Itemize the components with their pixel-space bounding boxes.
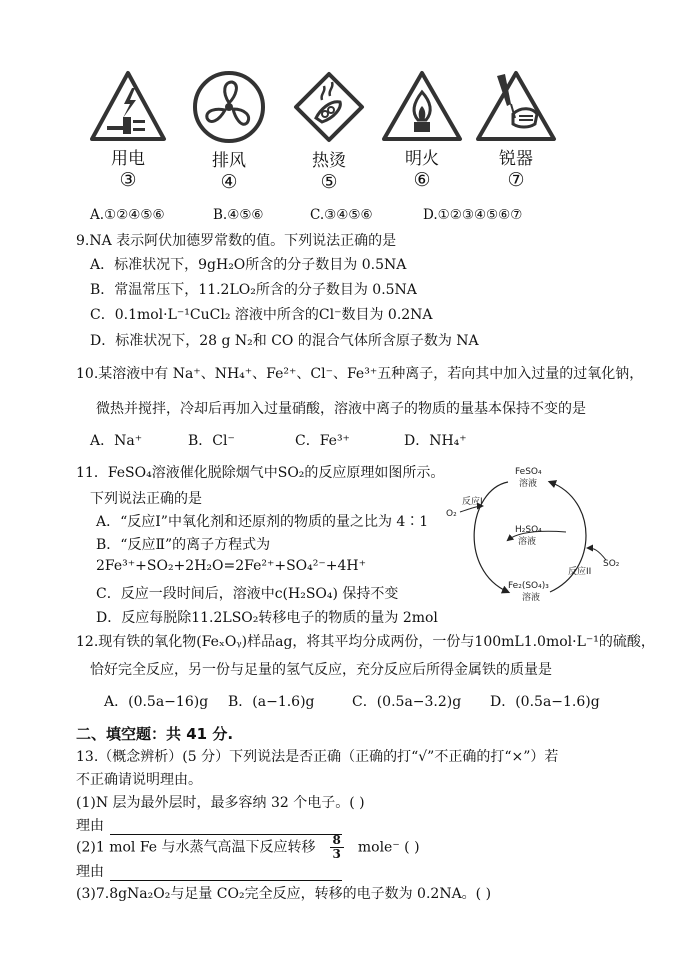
sign-number: ⑥ xyxy=(413,169,431,191)
sign-number: ③ xyxy=(119,169,137,191)
label-feso4-solution: 溶液 xyxy=(519,479,538,489)
label-h2so4-solution: 溶液 xyxy=(518,537,537,547)
q10-option-a: A．Na⁺ xyxy=(90,433,143,449)
q9-option-b: B．常温常压下，11.2LO₂所含的分子数目为 0.5NA xyxy=(90,282,417,298)
sign-label: 明火 xyxy=(405,149,439,169)
label-so2: SO₂ xyxy=(603,559,620,569)
sign-number: ⑤ xyxy=(320,171,338,193)
q12-stem-line1: 12.现有铁的氧化物(FeₓOᵧ)样品ag，将其平均分成两份，一份与100mL1.0mol·L⁻¹的硫酸， xyxy=(76,634,655,650)
sign-label: 锐器 xyxy=(499,149,533,169)
q13-stem-line1: 13.（概念辨析）(5 分）下列说法是否正确（正确的打“√”不正确的打“×”）若 xyxy=(76,749,559,765)
sign-label: 排风 xyxy=(212,151,246,171)
q8-option-b: B.④⑤⑥ xyxy=(213,207,264,223)
fraction-denominator: 3 xyxy=(332,847,341,861)
q9-option-d: D．标准状况下，28 g N₂和 CO 的混合气体所含原子数为 NA xyxy=(90,333,479,349)
q9-option-c: C．0.1mol·L⁻¹CuCl₂ 溶液中所含的Cl⁻数目为 0.2NA xyxy=(90,307,433,323)
q12-option-c: C．(0.5a−3.2)g xyxy=(352,694,462,710)
fraction-numerator: 8 xyxy=(330,834,344,848)
sign-electricity xyxy=(83,70,173,191)
hot-surface-icon xyxy=(292,70,366,144)
sharp-object-icon xyxy=(475,70,557,142)
q13-part1: (1)N 层为最外层时，最多容纳 32 个电子。( ) xyxy=(76,795,365,811)
q12-option-d: D．(0.5a−1.6)g xyxy=(490,694,600,710)
q13-part2-text: (2)1 mol Fe 与水蒸气高温下反应转移 xyxy=(76,839,316,856)
q11-stem-line2: 下列说法正确的是 xyxy=(90,491,202,507)
q10-option-c: C．Fe³⁺ xyxy=(295,433,350,449)
q11-option-c: C．反应一段时间后，溶液中c(H₂SO₄) 保持不变 xyxy=(96,586,399,602)
label-fe2so43-solution: 溶液 xyxy=(522,593,541,603)
q13-part3: (3)7.8gNa₂O₂与足量 CO₂完全反应，转移的电子数为 0.2NA。( ) xyxy=(76,886,492,902)
sign-number: ⑦ xyxy=(507,169,525,191)
q10-option-d: D．NH₄⁺ xyxy=(404,433,467,449)
q13-part2-unit: mole⁻ ( ) xyxy=(357,839,420,856)
q9-stem: 9.NA 表示阿伏加德罗常数的值。下列说法正确的是 xyxy=(76,233,397,249)
q12-stem-line2: 恰好完全反应，另一份与足量的氢气反应，充分反应后所得金属铁的质量是 xyxy=(90,662,552,678)
label-h2so4: H₂SO₄ xyxy=(515,525,542,535)
electric-plug-icon xyxy=(89,70,167,142)
sign-label: 用电 xyxy=(111,149,145,169)
q11-option-b-equation: 2Fe³⁺+SO₂+2H₂O=2Fe²⁺+SO₄²⁻+4H⁺ xyxy=(96,558,367,574)
section-heading: 二、填空题：共 41 分. xyxy=(76,725,234,743)
label-reaction1: 反应I xyxy=(462,497,483,507)
q11-stem-line1: 11．FeSO₄溶液催化脱除烟气中SO₂的反应原理如图所示。 xyxy=(76,465,445,481)
sign-number: ④ xyxy=(220,171,238,193)
fan-icon xyxy=(192,70,266,144)
label-reaction2: 反应II xyxy=(568,567,592,577)
reason-label: 理由 xyxy=(76,818,104,834)
label-feso4: FeSO₄ xyxy=(515,467,542,477)
q11-option-a: A．“反应Ⅰ”中氧化剂和还原剂的物质的量之比为 4∶1 xyxy=(96,514,429,530)
q8-option-d: D.①②③④⑤⑥⑦ xyxy=(423,207,523,223)
reaction-cycle-diagram xyxy=(438,460,628,610)
q12-option-a: A．(0.5a−16)g xyxy=(104,694,209,710)
sign-sharp xyxy=(471,70,561,191)
q12-option-b: B．(a−1.6)g xyxy=(228,694,315,710)
q13-part2 xyxy=(76,834,420,861)
q8-option-c: C.③④⑤⑥ xyxy=(310,207,373,223)
q10-stem-line1: 10.某溶液中有 Na⁺、NH₄⁺、Fe²⁺、Cl⁻、Fe³⁺五种离子，若向其中加入过量的过氧化钠， xyxy=(76,366,644,382)
q13-stem-line2: 不正确请说明理由。 xyxy=(76,772,202,788)
q9-option-a: A．标准状况下，9gH₂O所含的分子数目为 0.5NA xyxy=(90,257,407,273)
reason-label: 理由 xyxy=(76,864,104,880)
label-fe2so43: Fe₂(SO₄)₃ xyxy=(508,581,549,591)
q11-option-b: B．“反应Ⅱ”的离子方程式为 xyxy=(96,537,271,553)
open-flame-icon xyxy=(381,70,463,142)
q13-reason1 xyxy=(76,815,342,835)
q10-stem-line2: 微热并搅拌，冷却后再加入过量硝酸，溶液中离子的物质的量基本保持不变的是 xyxy=(96,401,586,417)
sign-ventilation xyxy=(184,70,274,193)
q8-option-a: A.①②④⑤⑥ xyxy=(90,207,165,223)
sign-hot xyxy=(284,70,374,193)
q13-reason2 xyxy=(76,861,342,881)
sign-flame xyxy=(377,70,467,191)
q10-option-b: B．Cl⁻ xyxy=(188,433,235,449)
sign-label: 热烫 xyxy=(312,151,346,171)
q11-option-d: D．反应每脱除11.2LSO₂转移电子的物质的量为 2mol xyxy=(96,610,438,626)
fraction xyxy=(330,834,344,861)
label-o2: O₂ xyxy=(446,509,457,519)
answer-line[interactable] xyxy=(110,879,342,881)
